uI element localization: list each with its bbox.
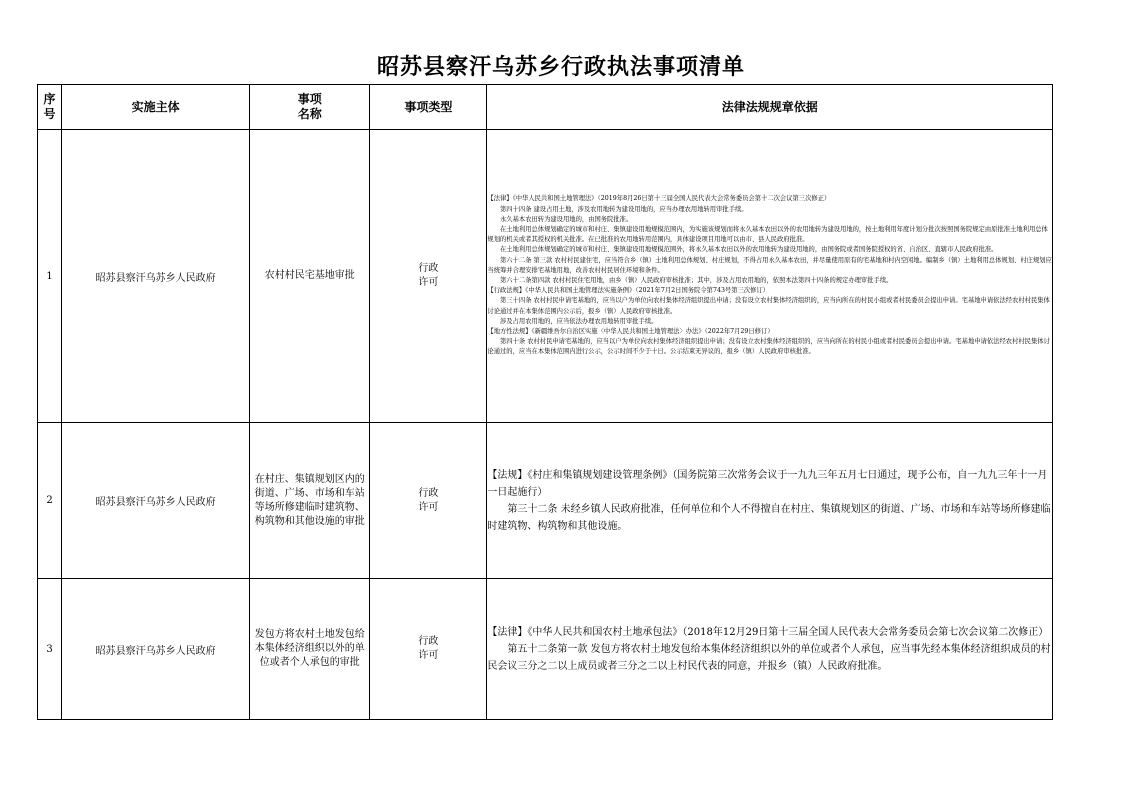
basis-paragraph: 【行政法规】《中华人民共和国土地管理法实施条例》（2021年7月2日国务院令第743号第三次修订） bbox=[487, 287, 770, 295]
table-row bbox=[38, 423, 1053, 579]
row-item-name: 发包方将农村土地发包给本集体经济组织以外的单位或者个人承包的审批 bbox=[250, 579, 370, 720]
row-subject: 昭苏县察汗乌苏乡人民政府 bbox=[62, 423, 250, 579]
table-row bbox=[38, 130, 1053, 423]
table-row bbox=[38, 579, 1053, 720]
header-name: 事项 名称 bbox=[250, 85, 370, 130]
row-item-type: 行政 许可 bbox=[370, 130, 487, 423]
header-subject: 实施主体 bbox=[62, 85, 250, 130]
basis-paragraph: 【法律】《中华人民共和国土地管理法》（2019年8月26日第十三届全国人民代表大会常务委员会第十二次会议第三次修正） bbox=[487, 195, 831, 203]
header-basis: 法律法规规章依据 bbox=[487, 85, 1053, 130]
row-item-name: 在村庄、集镇规划区内的街道、广场、市场和车站等场所修建临时建筑物、构筑物和其他设施的审批 bbox=[250, 423, 370, 579]
basis-paragraph: 第六十二条第四款 农村村民住宅用地，由乡（镇）人民政府审核批准；其中，涉及占用农用地的，依照本法第四十四条的规定办理审批手续。 bbox=[500, 277, 893, 284]
basis-paragraph: 在土地利用总体规划确定的城市和村庄、集镇建设用地规模范围外，将永久基本农田以外的农用地转为建设用地的，由国务院或者国务院授权的省、自治区、直辖市人民政府批准。 bbox=[500, 246, 998, 254]
row-number: 3 bbox=[38, 579, 62, 720]
header-type: 事项类型 bbox=[370, 85, 487, 130]
basis-paragraph: 在土地利用总体规划确定的城市和村庄、集镇建设用地规模范围内，为实施该规划而将永久基本农田以外的农用地转为建设用地的，按土地利用年度计划分批次按照国务院规定由原批准土地利用总体规划的机关或者其授权的机关批准。在已批准的农用地转用范围内，具体建设项目用地可以由市、县人民政府批准。 bbox=[487, 225, 1048, 244]
table-header-row bbox=[38, 85, 1053, 130]
basis-paragraph: 第四十四条 建设占用土地，涉及农用地转为建设用地的，应当办理农用地转用审批手续。 bbox=[500, 205, 748, 213]
row-legal-basis bbox=[487, 130, 1053, 423]
basis-paragraph: 第五十二条第一款 发包方将农村土地发包给本集体经济组织以外的单位或者个人承包，应当事先经本集体经济组织成员的村民会议三分之二以上成员或者三分之二以上村民代表的同意，并报乡（镇）人民政府批准。 bbox=[487, 643, 1051, 672]
page-title: 昭苏县察汗乌苏乡行政执法事项清单 bbox=[376, 54, 745, 80]
basis-paragraph: 【法律】《中华人民共和国农村土地承包法》（2018年12月29日第十三届全国人民代表大会常务委员会第七次会议第二次修正） bbox=[487, 626, 1049, 638]
row-item-name: 农村村民宅基地审批 bbox=[250, 130, 370, 423]
basis-paragraph: 第四十条 农村村民申请宅基地的，应当以户为单位向农村集体经济组织提出申请；没有设立农村集体经济组织的，应当向所在的村民小组或者村民委员会提出申请。宅基地申请依法经农村村民集体讨论通过的，应当在本集体范围内进行公示，公示时间不少于十日。公示结束无异议的，报乡（镇）人民政府审核批准。 bbox=[487, 338, 1050, 356]
row-subject: 昭苏县察汗乌苏乡人民政府 bbox=[62, 130, 250, 423]
basis-paragraph: 第三十四条 农村村民申请宅基地的，应当以户为单位向农村集体经济组织提出申请；没有设立农村集体经济组织的，应当向所在的村民小组或者村民委员会提出申请。宅基地申请依法经农村村民集体讨论通过并在本集体范围内公示后，报乡（镇）人民政府审核批准。 bbox=[487, 297, 1050, 315]
row-number: 2 bbox=[38, 423, 62, 579]
row-item-type: 行政 许可 bbox=[370, 423, 487, 579]
basis-paragraph: 第三十二条 未经乡镇人民政府批准，任何单位和个人不得擅自在村庄、集镇规划区的街道、广场、市场和车站等场所修建临时建筑物、构筑物和其他设施。 bbox=[487, 503, 1051, 532]
basis-paragraph: 涉及占用农用地的，应当依法办理农用地转用审批手续。 bbox=[500, 317, 658, 325]
basis-paragraph: 第六十二条 第三款 农村村民建住宅，应当符合乡（镇）土地利用总体规划、村庄规划，不得占用永久基本农田，并尽量使用原有的宅基地和村内空闲地。编制乡（镇）土地利用总体规划、村庄规划应当统筹并合理安排宅基地用地，改善农村村民居住环境和条件。 bbox=[487, 256, 1052, 274]
basis-paragraph: 【法规】《村庄和集镇规划建设管理条例》（国务院第三次常务会议于一九九三年五月七日通过，现予公布，自一九九三年十一月一日起施行） bbox=[487, 469, 1048, 498]
header-no: 序号 bbox=[38, 85, 62, 130]
row-subject: 昭苏县察汗乌苏乡人民政府 bbox=[62, 579, 250, 720]
basis-paragraph: 永久基本农田转为建设用地的，由国务院批准。 bbox=[500, 215, 633, 223]
basis-paragraph: 【地方性法规】《新疆维吾尔自治区实施〈中华人民共和国土地管理法〉办法》（2022年7月29日修订） bbox=[487, 328, 774, 336]
row-item-type: 行政 许可 bbox=[370, 579, 487, 720]
enforcement-items-table bbox=[37, 84, 1053, 720]
row-number: 1 bbox=[38, 130, 62, 423]
row-legal-basis bbox=[487, 423, 1053, 579]
row-legal-basis bbox=[487, 579, 1053, 720]
